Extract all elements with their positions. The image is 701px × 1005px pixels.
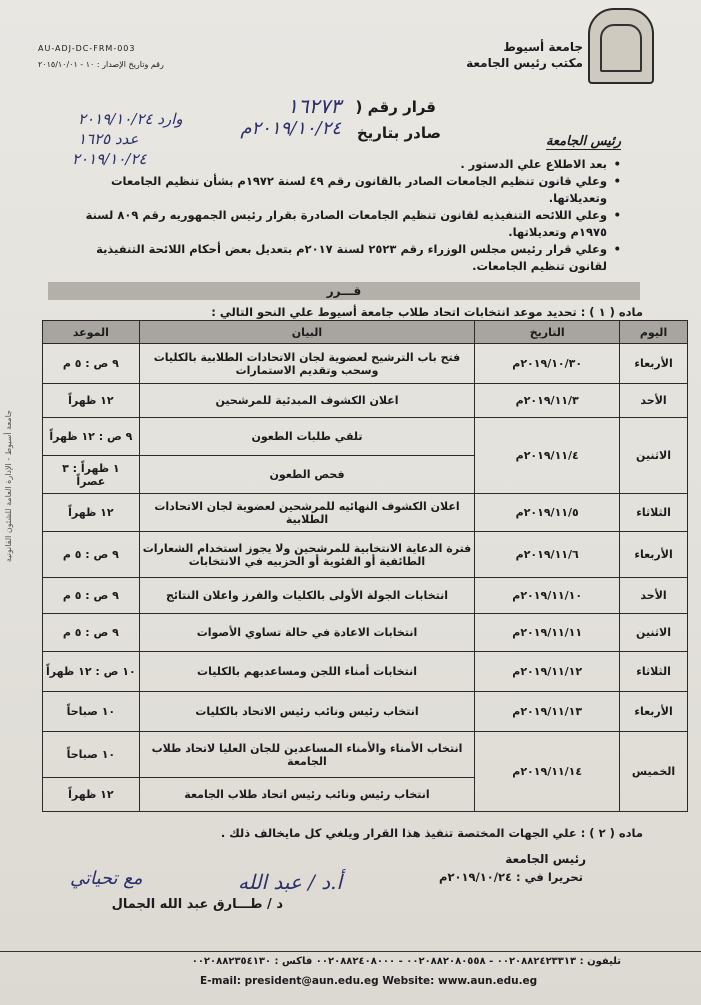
table-row [43, 652, 688, 692]
decision-number-label: قرار رقم ( [355, 98, 436, 116]
cell-time: ٩ ص : ٥ م [43, 532, 140, 578]
cell-time: ٩ ص : ٥ م [43, 344, 140, 384]
table-header-row [43, 321, 688, 344]
cell-day: الثلاثاء [620, 652, 688, 692]
cell-desc: انتخابات الاعادة في حالة تساوي الأصوات [139, 614, 475, 652]
president-heading: رئيس الجامعة [545, 134, 621, 149]
cell-day: الأربعاء [620, 692, 688, 732]
cell-desc: فترة الدعاية الانتخابية للمرشحين ولا يجوز استخدام الشعارات الطائفية أو الفئوية أو الحزبيه في الانتخابات [139, 532, 475, 578]
schedule-table [42, 320, 688, 812]
cell-day: الأحد [620, 384, 688, 418]
table-row [43, 692, 688, 732]
office-name: مكتب رئيس الجامعة [466, 56, 583, 70]
cell-time: ١٠ صباحاً [43, 692, 140, 732]
cell-desc: انتخابات الجولة الأولى بالكليات والفرز واعلان النتائج [139, 578, 475, 614]
cell-desc: تلقي طلبات الطعون [139, 418, 475, 456]
issued-date: ٢٠١٩/١٠/٢٤م [240, 118, 341, 139]
cell-date: ٢٠١٩/١١/١٤م [475, 732, 620, 812]
decision-number: ١٦٢٧٣ [287, 94, 341, 118]
cell-time: ٩ ص : ١٢ ظهراً [43, 418, 140, 456]
cell-desc: اعلان الكشوف المبدئية للمرشحين [139, 384, 475, 418]
doc-code: AU-ADJ-DC-FRM-003 [38, 44, 136, 53]
preamble-item: • وعلي قانون تنظيم الجامعات الصادر بالقانون رقم ٤٩ لسنة ١٩٧٢م بشأن تنظيم الجامعات وتعديلاتها. [61, 173, 621, 207]
cell-desc: فحص الطعون [139, 456, 475, 494]
table-row [43, 418, 688, 456]
cell-day: الثلاثاء [620, 494, 688, 532]
university-name: جامعة أسيوط [503, 40, 583, 54]
cell-date: ٢٠١٩/١١/١١م [475, 614, 620, 652]
header-date: التاريخ [475, 321, 620, 344]
cell-desc: اعلان الكشوف النهائيه للمرشحين لعضوية لجان الاتحادات الطلابية [139, 494, 475, 532]
table-row [43, 344, 688, 384]
cell-desc: انتخاب رئيس ونائب رئيس الاتحاد بالكليات [139, 692, 475, 732]
signature-title: رئيس الجامعة [505, 852, 586, 866]
cell-time: ١٢ ظهراً [43, 494, 140, 532]
issued-label: صادر بتاريخ [356, 124, 441, 142]
cell-date: ٢٠١٩/١١/٥م [475, 494, 620, 532]
draft-date: تحريرا في : ٢٠١٩/١٠/٢٤م [439, 870, 583, 884]
cell-time: ١٠ ص : ١٢ ظهراً [43, 652, 140, 692]
cell-day: الاثنين [620, 418, 688, 494]
margin-note: ٢٠١٩/١٠/٢٤ [72, 150, 147, 168]
cell-desc: انتخاب الأمناء والأمناء المساعدين للجان العليا لاتحاد طلاب الجامعة [139, 732, 475, 778]
preamble-item: • وعلي قرار رئيس مجلس الوزراء رقم ٢٥٢٣ لسنة ٢٠١٧م بتعديل بعض أحكام اللائحة التنفيذية لقانون تنظيم الجامعات. [61, 241, 621, 275]
footer-email-website: E-mail: president@aun.edu.eg Website: www.aun.edu.eg [200, 975, 538, 987]
cell-date: ٢٠١٩/١١/١٣م [475, 692, 620, 732]
table-row [43, 532, 688, 578]
margin-note: وارد ٢٠١٩/١٠/٢٤ [78, 110, 183, 128]
university-logo [588, 8, 654, 84]
cell-desc: انتخابات أمناء اللجن ومساعديهم بالكليات [139, 652, 475, 692]
preamble [61, 156, 621, 275]
header-desc: البيان [139, 321, 475, 344]
cell-desc: انتخاب رئيس ونائب رئيس اتحاد طلاب الجامعة [139, 778, 475, 812]
cell-date: ٢٠١٩/١١/١٠م [475, 578, 620, 614]
footer-divider [0, 951, 701, 952]
cell-date: ٢٠١٩/١١/٦م [475, 532, 620, 578]
cell-day: الأحد [620, 578, 688, 614]
cell-time: ١٢ ظهراً [43, 778, 140, 812]
cell-time: ١ ظهراً : ٣ عصراً [43, 456, 140, 494]
cell-day: الاثنين [620, 614, 688, 652]
table-row [43, 732, 688, 778]
handwritten-note: مع تحياتي [70, 868, 143, 889]
margin-note: عدد ١٦٢٥ [78, 130, 139, 148]
header-time: الموعد [43, 321, 140, 344]
cell-day: الخميس [620, 732, 688, 812]
table-row [43, 384, 688, 418]
cell-time: ٩ ص : ٥ م [43, 614, 140, 652]
article-2: ماده ( ٢ ) : علي الجهات المختصة تنفيذ هذا القرار ويلغي كل مايخالف ذلك . [220, 826, 643, 840]
cell-day: الأربعاء [620, 532, 688, 578]
cell-date: ٢٠١٩/١١/١٢م [475, 652, 620, 692]
doc-version: رقم وتاريخ الإصدار : ١٠ - ٢٠١٥/١٠/٠١ [38, 60, 164, 69]
cell-date: ٢٠١٩/١١/٤م [475, 418, 620, 494]
cell-time: ١٠ صباحاً [43, 732, 140, 778]
signature-name: د / طـــارق عبد الله الجمال [111, 897, 283, 912]
cell-desc: فتح باب الترشيح لعضوية لجان الاتحادات الطلابية بالكليات وسحب وتقديم الاستمارات [139, 344, 475, 384]
article-1: ماده ( ١ ) : تحديد موعد انتخابات اتحاد طلاب جامعة أسيوط علي النحو التالي : [211, 305, 643, 319]
preamble-item: • وعلي اللائحه التنفيذيه لقانون تنظيم الجامعات الصادرة بقرار رئيس الجمهوريه رقم ٨٠٩ لسنة ١٩٧٥م وتعديلاتها. [61, 207, 621, 241]
cell-date: ٢٠١٩/١٠/٣٠م [475, 344, 620, 384]
cell-time: ٩ ص : ٥ م [43, 578, 140, 614]
handwritten-signature: أ.د / عبد الله [238, 870, 343, 894]
side-stamp-text: جامعة أسيوط - الإدارة العامة للشئون القانونية [4, 410, 13, 563]
decided-banner: قـــرر [48, 282, 640, 300]
cell-day: الأربعاء [620, 344, 688, 384]
preamble-item: • بعد الاطلاع علي الدستور . [61, 156, 621, 173]
table-row [43, 494, 688, 532]
cell-date: ٢٠١٩/١١/٣م [475, 384, 620, 418]
cell-time: ١٢ ظهراً [43, 384, 140, 418]
table-row [43, 614, 688, 652]
footer-phone: تليفون : ٠٠٢٠٨٨٢٤٢٣٣١٣ - ٠٠٢٠٨٨٢٠٨٠٥٥٨ - ٠٠٢٠٨٨٢٤٠٨٠٠٠ فاكس : ٠٠٢٠٨٨٢٣٥٤١٣٠ [191, 956, 621, 967]
table-row [43, 578, 688, 614]
header-day: اليوم [620, 321, 688, 344]
